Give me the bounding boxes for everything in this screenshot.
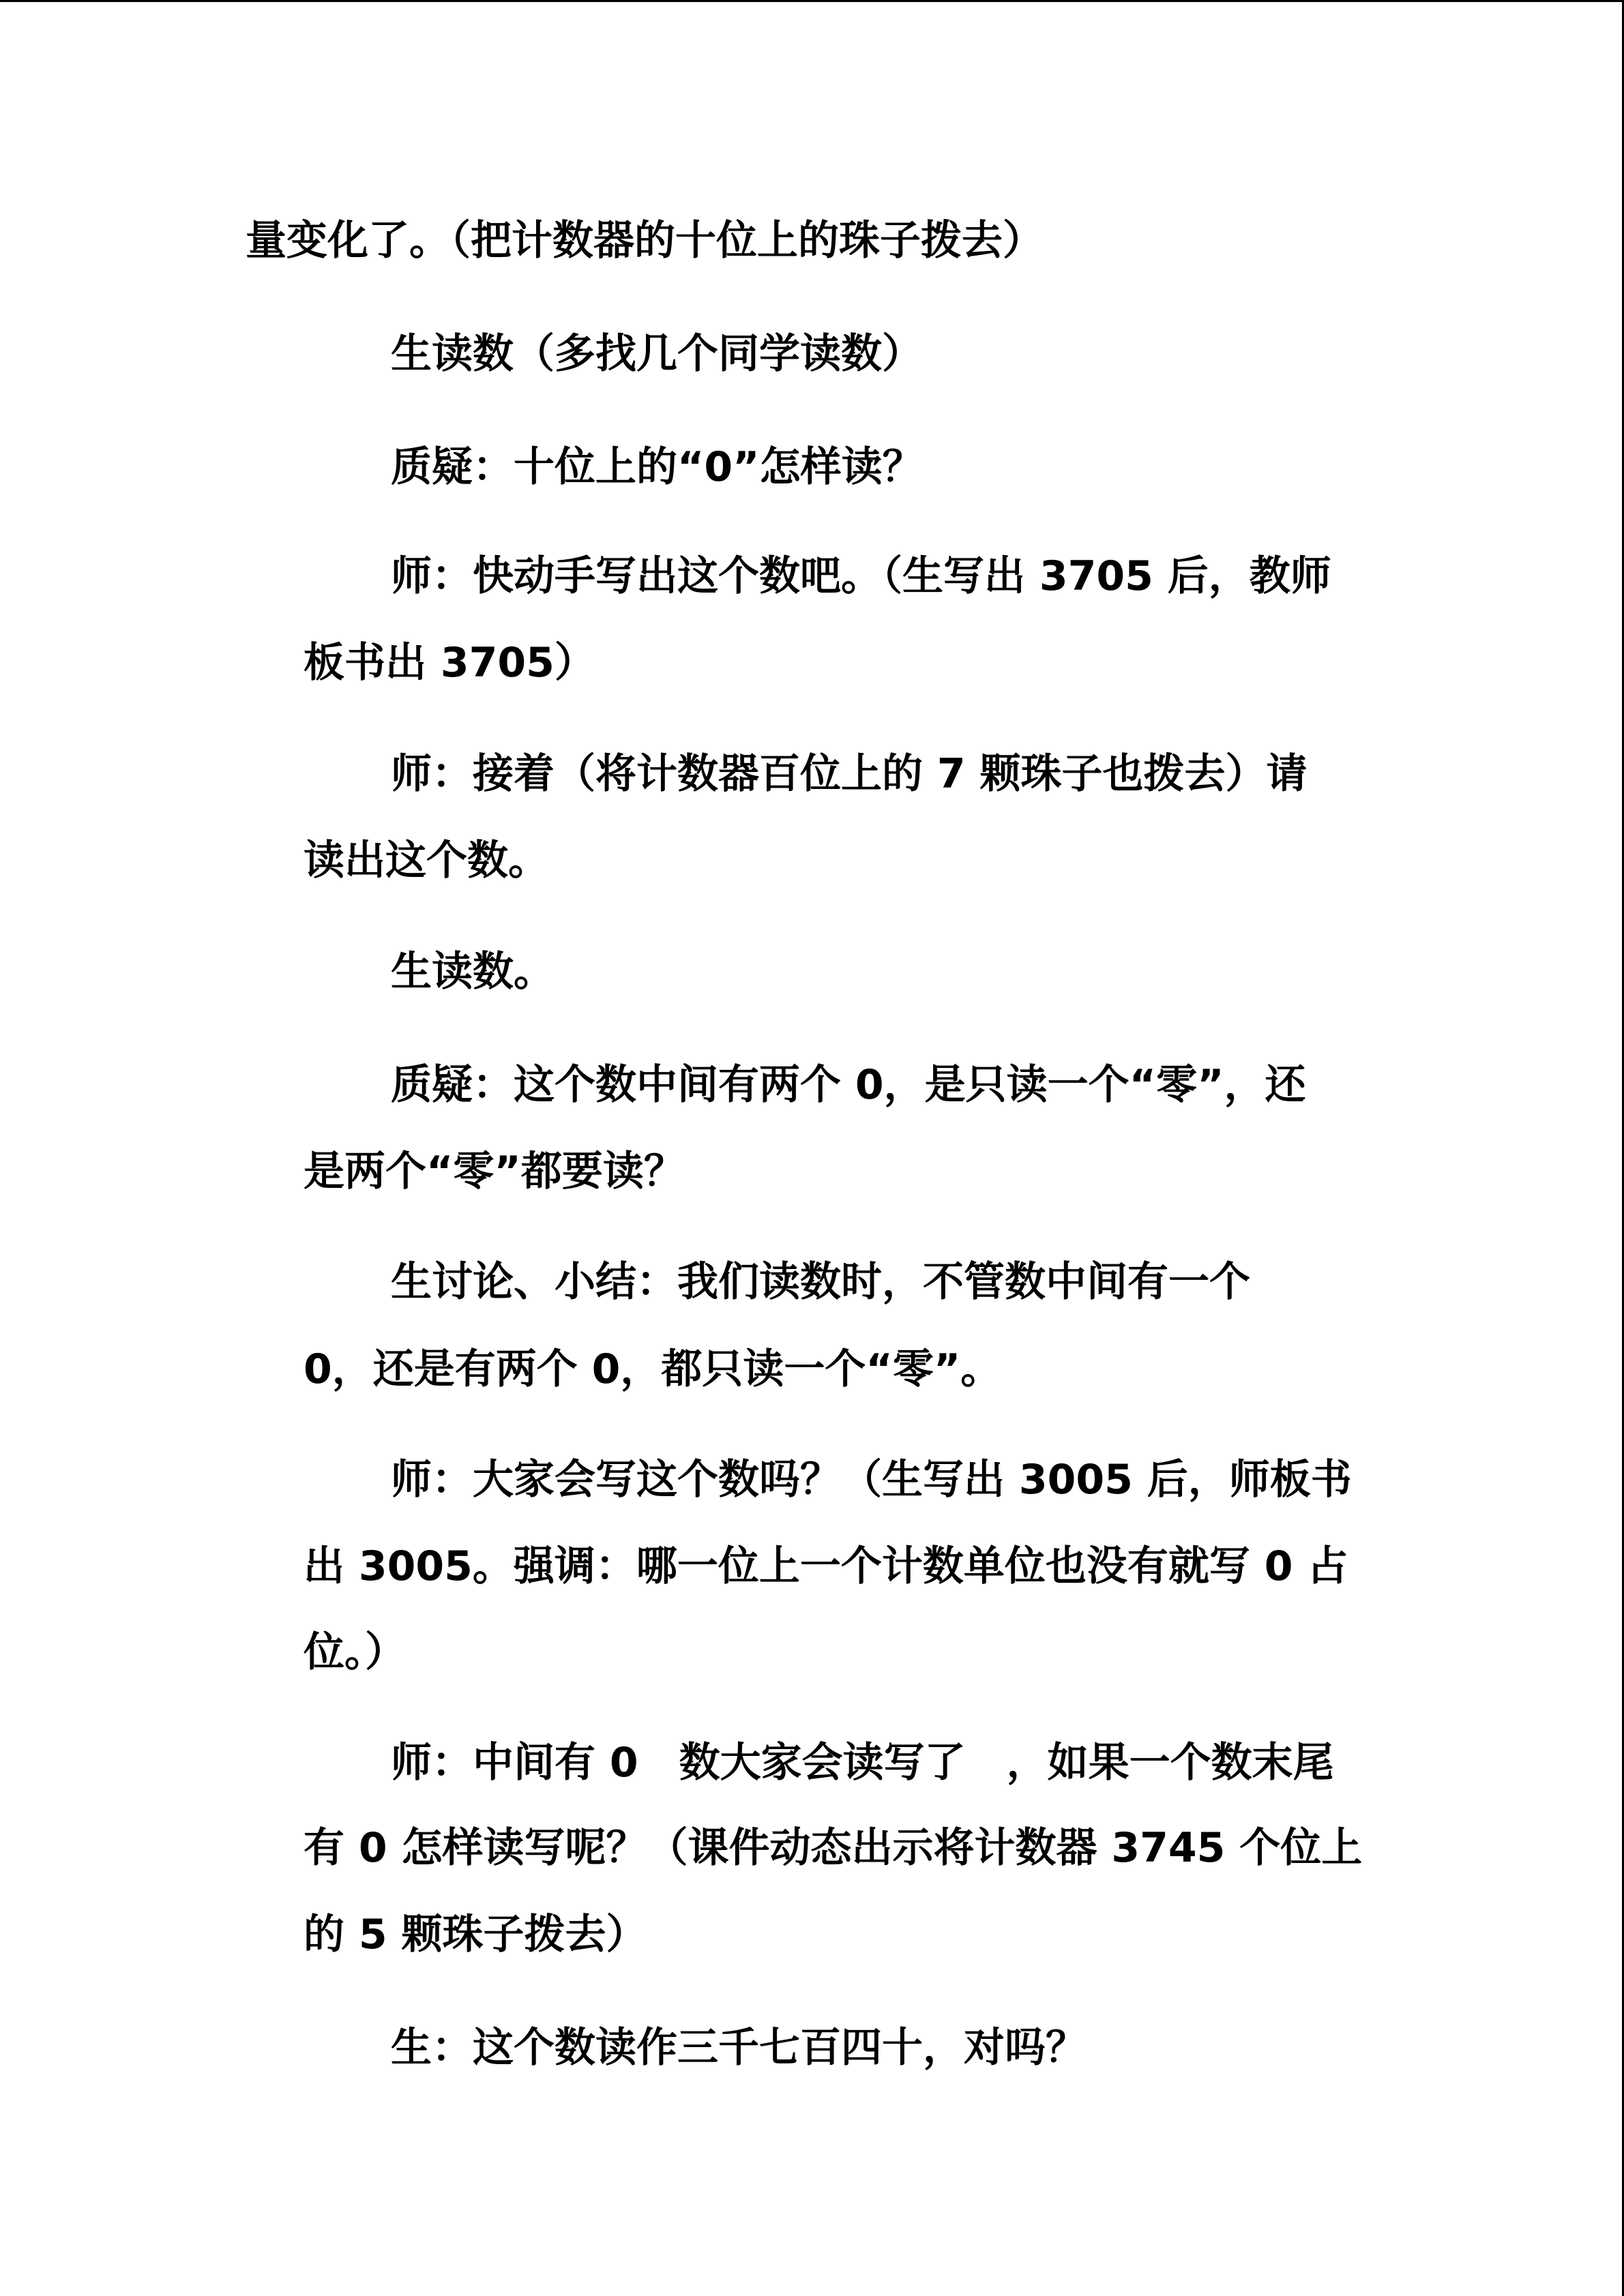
text-line-18: 的 5 颗珠子拨去）	[304, 1911, 647, 1958]
text-line-12: 0，还是有两个 0，都只读一个“零”。	[304, 1345, 1002, 1393]
text-line-8: 生读数。	[391, 948, 555, 996]
text-line-9: 质疑：这个数中间有两个 0，是只读一个“零”，还	[391, 1061, 1306, 1109]
text-line-2: 生读数（多找几个同学读数）	[391, 330, 923, 378]
text-line-3: 质疑：十位上的“0”怎样读？	[391, 443, 924, 491]
text-line-15: 位。）	[304, 1628, 406, 1676]
text-line-19: 生：这个数读作三千七百四十，对吗？	[391, 2024, 1087, 2072]
text-line-10: 是两个“零”都要读？	[304, 1148, 685, 1195]
text-line-6: 师：接着（将计数器百位上的 7 颗珠子也拨去）请	[391, 750, 1308, 798]
text-line-14: 出 3005。强调：哪一位上一个计数单位也没有就写 0 占	[304, 1542, 1348, 1590]
text-line-13: 师：大家会写这个数吗？（生写出 3005 后，师板书	[391, 1456, 1352, 1504]
text-line-5: 板书出 3705）	[304, 639, 595, 687]
text-line-16: 师：中间有 0 数大家会读写了 ，如果一个数末尾	[391, 1739, 1334, 1787]
text-line-7: 读出这个数。	[304, 837, 549, 884]
text-line-11: 生讨论、小结：我们读数时，不管数中间有一个	[391, 1258, 1250, 1306]
text-line-4: 师：快动手写出这个数吧。（生写出 3705 后，教师	[391, 552, 1331, 600]
text-line-1: 量变化了。（把计数器的十位上的珠子拨去）	[246, 217, 1044, 265]
text-line-17: 有 0 怎样读写呢？（课件动态出示将计数器 3745 个位上	[304, 1824, 1363, 1872]
page-border-top	[0, 0, 1624, 2]
